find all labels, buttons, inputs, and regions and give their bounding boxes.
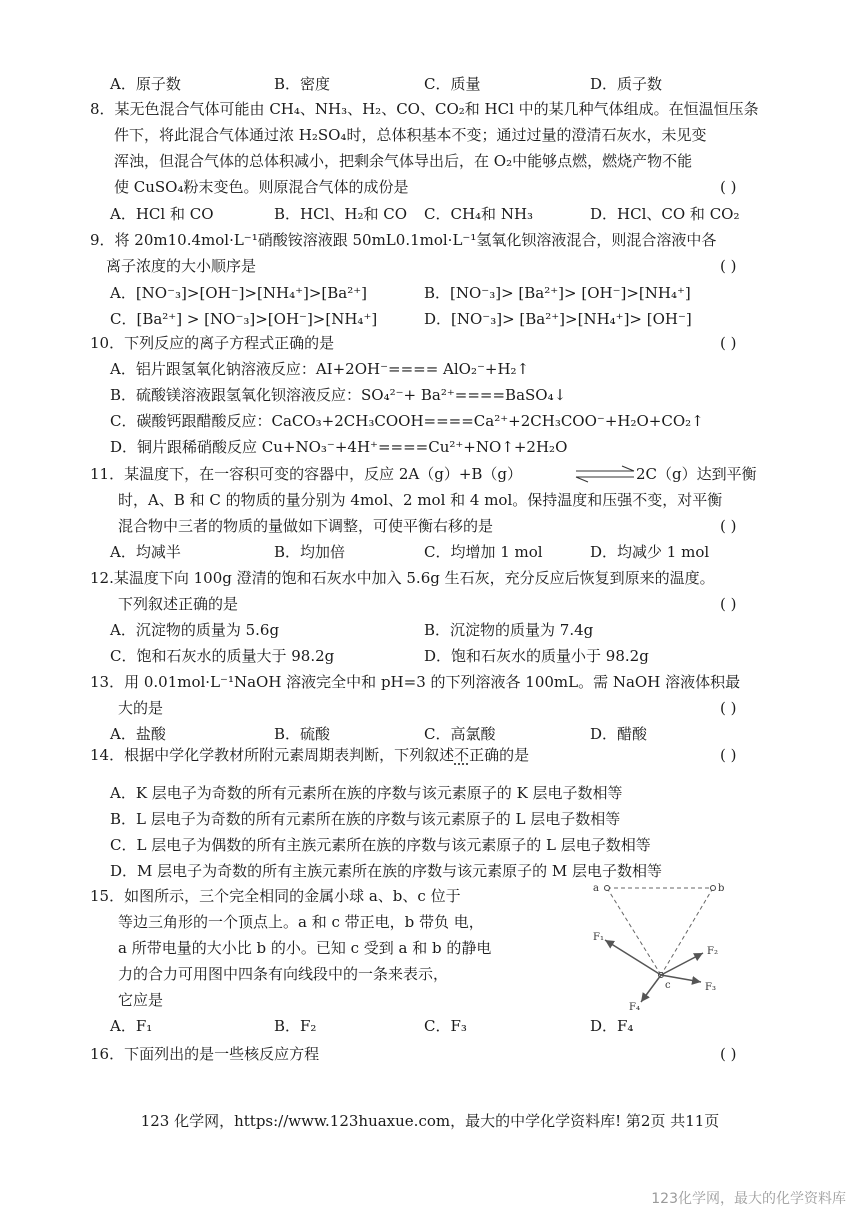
q13-line-1: 13．用 0.01mol·L⁻¹NaOH 溶液完全中和 pH=3 的下列溶液各 100mL。需 NaOH 溶液体积最 (90, 673, 741, 691)
q8-option-a: A．HCl 和 CO (110, 205, 214, 223)
q12-option-c: C．饱和石灰水的质量大于 98.2g (110, 647, 335, 665)
q15-option-a: A．F₁ (110, 1017, 153, 1035)
q13-option-c: C．高氯酸 (424, 725, 496, 743)
q13-option-b: B．硫酸 (274, 725, 331, 743)
q11-option-d: D．均减少 1 mol (590, 543, 710, 561)
q9-option-b: B．[NO⁻₃]> [Ba²⁺]> [OH⁻]>[NH₄⁺] (424, 284, 691, 302)
q14-emphasis: 不 (454, 746, 470, 764)
q9-option-c: C．[Ba²⁺] > [NO⁻₃]>[OH⁻]>[NH₄⁺] (110, 310, 378, 328)
q10-option-b: B．硫酸镁溶液跟氢氧化钡溶液反应：SO₄²⁻+ Ba²⁺====BaSO₄↓ (110, 386, 567, 404)
q12-option-a: A．沉淀物的质量为 5.6g (110, 621, 280, 639)
force-triangle-diagram (585, 878, 735, 1013)
q11-answer-blank: ( ) (720, 517, 737, 535)
q7-option-a: A．原子数 (110, 75, 181, 93)
label-a: a (593, 883, 599, 894)
q8-line-2: 件下，将此混合气体通过浓 H₂SO₄时，总体积基本不变；通过过量的澄清石灰水，未见变 (114, 126, 707, 144)
q15-line-5: 它应是 (118, 991, 164, 1009)
q12-answer-blank: ( ) (720, 595, 737, 613)
q14-line (90, 745, 529, 765)
q14-option-c: C．L 层电子为偶数的所有主族元素所在族的序数与该元素原子的 L 层电子数相等 (110, 836, 651, 854)
q8-line-1: 8．某无色混合气体可能由 CH₄、NH₃、H₂、CO、CO₂和 HCl 中的某几种气体组成。在恒温恒压条 (90, 100, 759, 118)
q7-option-b: B．密度 (274, 75, 331, 93)
q16-answer-blank: ( ) (720, 1045, 737, 1063)
q15-option-b: B．F₂ (274, 1017, 317, 1035)
q10-answer-blank: ( ) (720, 334, 737, 352)
q9-option-a: A．[NO⁻₃]>[OH⁻]>[NH₄⁺]>[Ba²⁺] (110, 284, 368, 302)
q8-option-d: D．HCl、CO 和 CO₂ (590, 205, 740, 223)
q14-line-post: 正确的是 (469, 746, 530, 764)
q8-line-4: 使 CuSO₄粉末变色。则原混合气体的成份是 (114, 178, 409, 196)
q9-option-d: D．[NO⁻₃]> [Ba²⁺]>[NH₄⁺]> [OH⁻] (424, 310, 692, 328)
q8-option-b: B．HCl、H₂和 CO (274, 205, 408, 223)
ball-a (605, 886, 610, 891)
site-watermark: 123化学网，最大的化学资料库 (651, 1191, 846, 1207)
q11-line-3: 混合物中三者的物质的量做如下调整，可使平衡右移的是 (118, 517, 494, 535)
q14-line-pre: 14．根据中学化学教材所附元素周期表判断，下列叙述 (90, 746, 455, 764)
q10-option-a: A．铝片跟氢氧化钠溶液反应：AI+2OH⁻==== AlO₂⁻+H₂↑ (110, 360, 530, 378)
q11-line-2: 时，A、B 和 C 的物质的量分别为 4mol、2 mol 和 4 mol。保持温度和压强不变，对平衡 (118, 491, 723, 509)
q11-option-c: C．均增加 1 mol (424, 543, 543, 561)
q13-line-2: 大的是 (118, 699, 164, 717)
q11-option-b: B．均加倍 (274, 543, 346, 561)
label-c: c (665, 980, 671, 991)
label-b: b (718, 883, 725, 894)
q13-answer-blank: ( ) (720, 699, 737, 717)
label-f4: F₄ (629, 1002, 640, 1013)
q15-line-3: a 所带电量的大小比 b 的小。已知 c 受到 a 和 b 的静电 (118, 939, 492, 957)
vector-f2 (661, 953, 703, 975)
vector-f4 (641, 975, 661, 1002)
q9-answer-blank: ( ) (720, 257, 737, 275)
vector-f1 (605, 940, 661, 975)
q15-line-1: 15．如图所示，三个完全相同的金属小球 a、b、c 位于 (90, 887, 461, 905)
q12-option-b: B．沉淀物的质量为 7.4g (424, 621, 594, 639)
triangle-sides (607, 888, 713, 975)
q14-option-b: B．L 层电子为奇数的所有元素所在族的序数与该元素原子的 L 层电子数相等 (110, 810, 621, 828)
label-f1: F₁ (593, 932, 604, 943)
q14-option-a: A．K 层电子为奇数的所有元素所在族的序数与该元素原子的 K 层电子数相等 (110, 784, 623, 802)
equilibrium-arrow-icon (574, 464, 636, 484)
label-f3: F₃ (705, 982, 716, 993)
q12-option-d: D．饱和石灰水的质量小于 98.2g (424, 647, 649, 665)
q15-line-4: 力的合力可用图中四条有向线段中的一条来表示， (118, 965, 449, 983)
q9-line-1: 9．将 20m10.4mol·L⁻¹硝酸铵溶液跟 50mL0.1mol·L⁻¹氢氧化钡溶液混合，则混合溶液中各 (90, 231, 717, 249)
q11-option-a: A．均减半 (110, 543, 181, 561)
q8-option-c: C．CH₄和 NH₃ (424, 205, 534, 223)
q15-line-2: 等边三角形的一个顶点上。a 和 c 带正电，b 带负 电， (118, 913, 484, 931)
q7-option-d: D．质子数 (590, 75, 663, 93)
q13-option-d: D．醋酸 (590, 725, 648, 743)
q13-option-a: A．盐酸 (110, 725, 166, 743)
q14-option-d: D．M 层电子为奇数的所有主族元素所在族的序数与该元素原子的 M 层电子数相等 (110, 862, 663, 880)
q11-line-1a: 11．某温度下，在一容积可变的容器中，反应 2A（g）+B（g） (90, 465, 523, 483)
label-f2: F₂ (707, 946, 718, 957)
q14-answer-blank: ( ) (720, 746, 737, 764)
q10-line: 10．下列反应的离子方程式正确的是 (90, 334, 335, 352)
q11-line-1b: 2C（g）达到平衡 (636, 465, 757, 483)
q7-option-c: C．质量 (424, 75, 481, 93)
q15-option-c: C．F₃ (424, 1017, 467, 1035)
q12-line-2: 下列叙述正确的是 (118, 595, 239, 613)
q10-option-d: D．铜片跟稀硝酸反应 Cu+NO₃⁻+4H⁺====Cu²⁺+NO↑+2H₂O (110, 438, 568, 456)
ball-b (711, 886, 716, 891)
q10-option-c: C．碳酸钙跟醋酸反应：CaCO₃+2CH₃COOH====Ca²⁺+2CH₃COO⁻+H₂O+CO₂↑ (110, 412, 704, 430)
q8-answer-blank: ( ) (720, 178, 737, 196)
page-footer: 123 化学网，https://www.123huaxue.com，最大的中学化学资料库! 第2页 共11页 (140, 1112, 720, 1130)
q16-line: 16．下面列出的是一些核反应方程 (90, 1045, 320, 1063)
q9-line-2: 离子浓度的大小顺序是 (106, 257, 257, 275)
q8-line-3: 浑浊，但混合气体的总体积减小，把剩余气体导出后，在 O₂中能够点燃，燃烧产物不能 (114, 152, 693, 170)
q12-line-1: 12.某温度下向 100g 澄清的饱和石灰水中加入 5.6g 生石灰，充分反应后恢复到原来的温度。 (90, 569, 715, 587)
q15-option-d: D．F₄ (590, 1017, 634, 1035)
